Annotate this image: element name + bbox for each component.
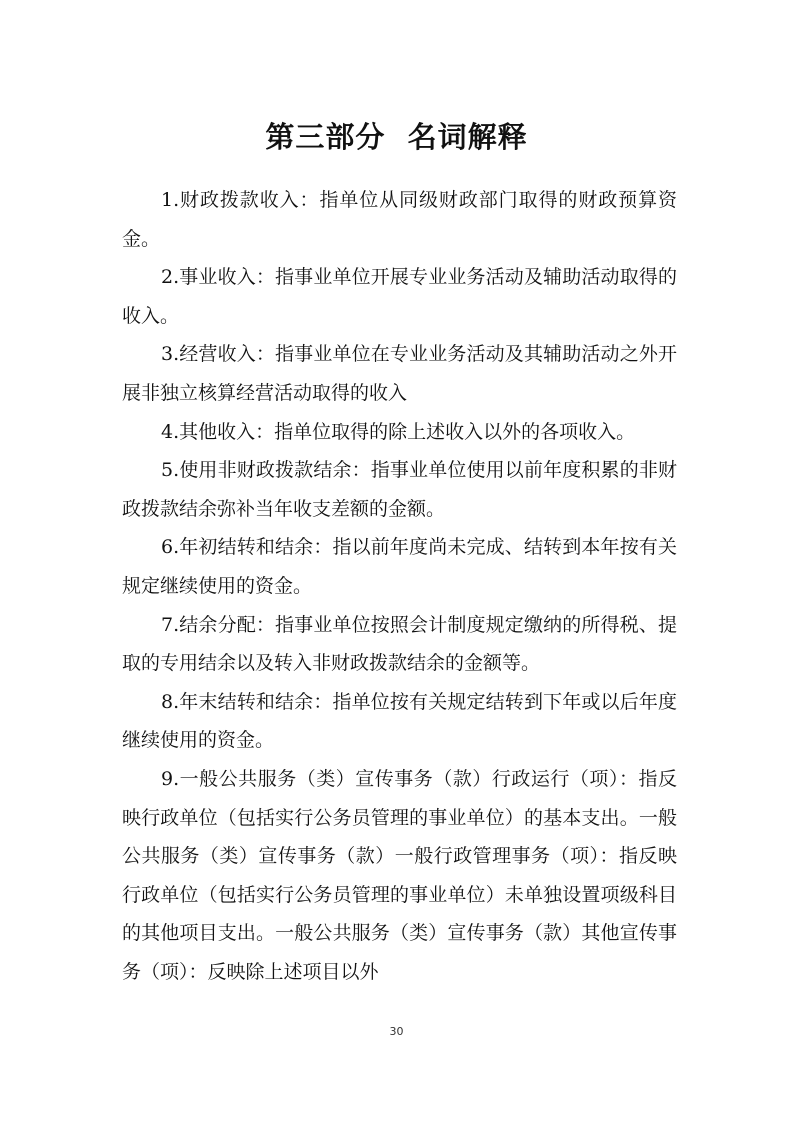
page-number: 30 xyxy=(389,1025,404,1038)
definition-general-public-services: 9.一般公共服务（类）宣传事务（款）行政运行（项）：指反映行政单位（包括实行公务员管理的事业单位）的基本支出。一般公共服务（类）宣传事务（款）一般行政管理事务（项）：指反映行政单位（包括实行公务员管理的事业单位）未单独设置项级科目的其他项目支出。一般公共服务（类）宣传事务（款）其他宣传事务（项）：反映除上述项目以外 xyxy=(122,767,677,983)
definitions-list xyxy=(122,181,677,991)
definition-surplus-distribution: 7.结余分配：指事业单位按照会计制度规定缴纳的所得税、提取的专用结余以及转入非财政拨款结余的金额等。 xyxy=(122,613,677,675)
definition-operating-income: 3.经营收入：指事业单位在专业业务活动及其辅助活动之外开展非独立核算经营活动取得的收入 xyxy=(122,343,677,404)
definition-use-of-non-fiscal-surplus: 5.使用非财政拨款结余：指事业单位使用以前年度积累的非财政拨款结余弥补当年收支差额的金额。 xyxy=(122,459,677,520)
definition-other-income: 4.其他收入：指单位取得的除上述收入以外的各项收入。 xyxy=(161,420,636,443)
definition-beginning-carryover: 6.年初结转和结余：指以前年度尚未完成、结转到本年按有关规定继续使用的资金。 xyxy=(122,536,677,597)
page-title: 第三部分 名词解释 xyxy=(265,120,528,155)
definition-ending-carryover: 8.年末结转和结余：指单位按有关规定结转到下年或以后年度继续使用的资金。 xyxy=(122,690,677,752)
definition-business-income: 2.事业收入：指事业单位开展专业业务活动及辅助活动取得的收入。 xyxy=(122,266,677,327)
definition-fiscal-appropriation-income: 1.财政拨款收入：指单位从同级财政部门取得的财政预算资金。 xyxy=(122,189,677,250)
